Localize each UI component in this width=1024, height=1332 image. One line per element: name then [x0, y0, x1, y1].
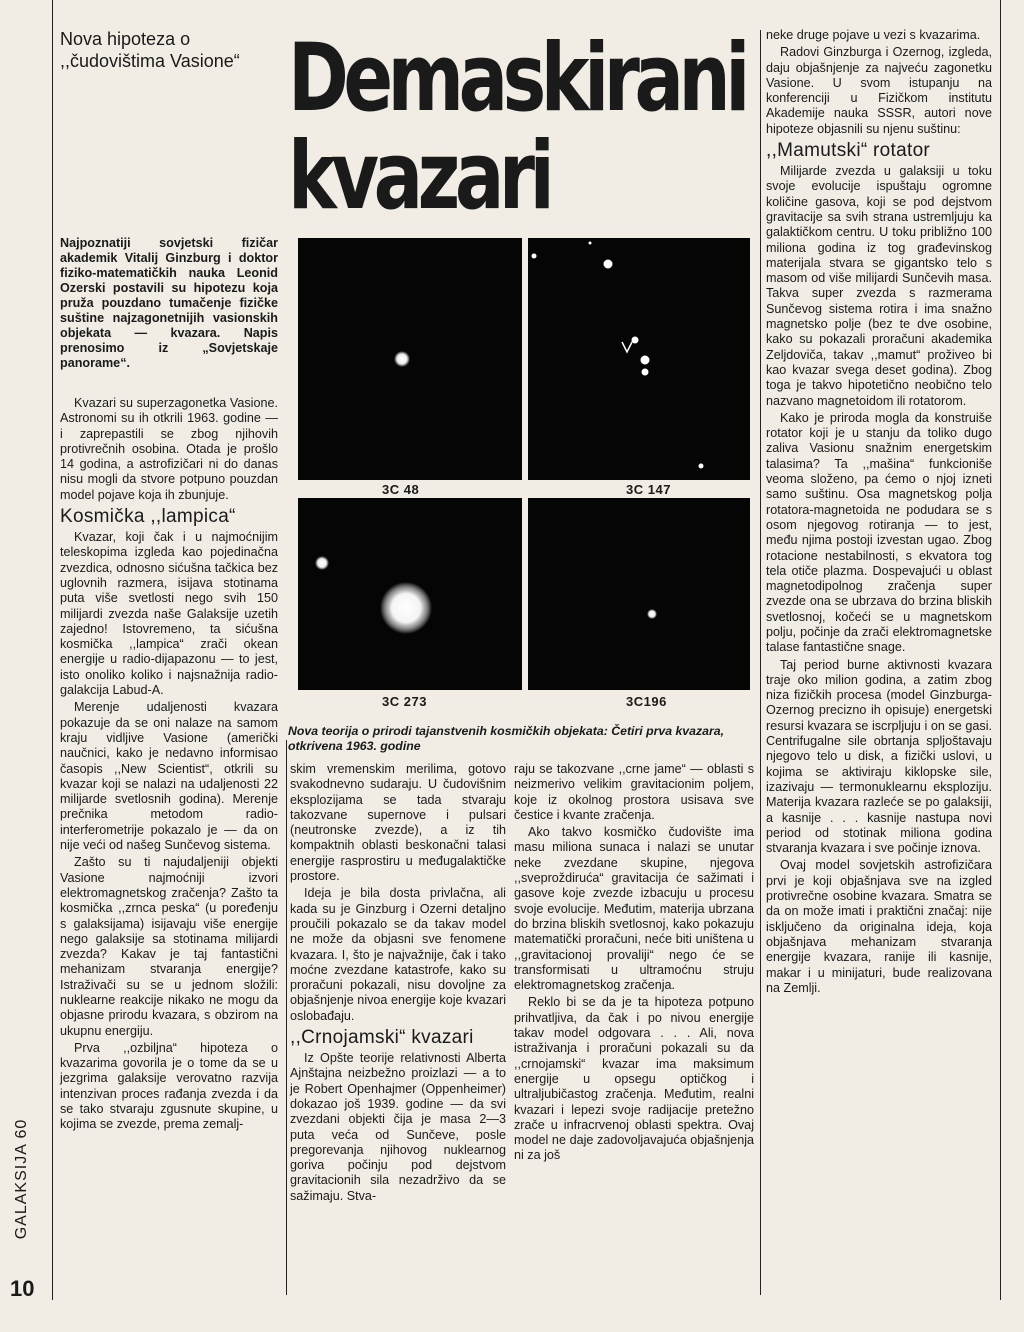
photo-3c273	[298, 498, 522, 690]
headline-line-2: kvazari	[288, 122, 550, 231]
photo-caption: Nova teorija o prirodi tajanstvenih kosmičkih objekata: Četiri prva kvazara, otkrivena 1963. godine	[288, 724, 725, 753]
photo-3c48	[298, 238, 522, 480]
lead-paragraph: Najpoznatiji sovjetski fizičar akademik Vitalij Ginzburg i doktor fiziko-matematičkih nauka Leonid Ozerski postavili su hipotezu koja pruža pouzdano tumačenje fizičke suštine najzagonetnijih vasionskih objekata — kvazara. Napis prenosimo iz „Sovjetskaje panorame“.	[60, 236, 278, 370]
body-paragraph: Radovi Ginzburga i Ozernog, izgleda, daju objašnjenje za najveću zagonetku Vasione. U svom istupanju na konferenciji u Fizičkom institutu Akademije nauka SSSR, autori nove hipoteze objasnili su njenu suštinu:	[766, 45, 992, 136]
kicker-line-2: ,,čudovištima Vasione“	[60, 51, 240, 71]
quasar-3c273-star	[380, 582, 432, 634]
star	[699, 464, 704, 469]
body-paragraph: Kako je priroda mogla da konstruiše rotator koji je u stanju da toliko dugo zaliva Vasionu snažnim energetskim talasima? Ta ,,mašina“ funkcioniše veoma složeno, pa ćemo o njoj izneti samo suštinu. Osa magnetskog polja rotatora-magnetoida ne podudara se s osom njegovog rotiranja — to jest, među njima postoji izvestan ugao. Zbog rotacione nestabilnosti, s ekvatora tog tela otiče plazma. Dospevajući u oblast magnetodipolnog zračenja super zvezde ona se ubrzava do brzina bliskih svetlosnoj, kočeći se u magnetskom polju, počinje da zrači elektromagnetske talase fantastične snage.	[766, 410, 992, 655]
section-heading: ,,Mamutski“ rotator	[766, 140, 931, 162]
body-paragraph: raju se takozvane ,,crne jame“ — oblasti s neizmerivo velikim gravitacionim poljem, koje iz okolnog prostora usisava sve čestice i kvante zračenja.	[514, 762, 754, 822]
body-paragraph: Prva ,,ozbiljna“ hipoteza o kvazarima govorila je o tome da se u jezgrima galaksije verovatno razvija intenzivan proces rađanja zvezda i da se tako stvaraju zgusnute skupine, u kojima se zvezde, prema zemalj-	[60, 1040, 278, 1132]
photo-3c196	[528, 498, 750, 690]
page-number: 10	[10, 1276, 35, 1301]
star	[589, 242, 592, 245]
kicker	[60, 28, 300, 72]
body-paragraph: Ako takvo kosmičko čudovište ima masu miliona sunaca i nalazi se unutar neke zvezdane skupine, njegova ,,sveproždiruća“ gravitacija će sažimati i gasove koje zvezde izbacuju u procesu svoje evolucije. Međutim, materija ubrzana do brzina bliskih svetlosnoj, kako pokazuju matematički proračuni, neće biti uništena u ,,gravitacionoj provaliji“ nego će se transformisati u ultramoćnu struju elektromagnetskog zračenja.	[514, 825, 754, 993]
body-paragraph: Kvazari su superzagonetka Vasione. Astronomi su ih otkrili 1963. godine — i zaprepastili se zbog njihovih protivrečnih osobina. Otada je prošlo 14 godina, a astrofizičari ni do danas nisu mogli da stvore potpuno pouzdan model pojave koja ih zbunjuje.	[60, 396, 278, 502]
star	[604, 260, 613, 269]
body-paragraph: neke druge pojave u vezi s kvazarima.	[766, 28, 981, 42]
star	[642, 369, 649, 376]
body-paragraph: Merenje udaljenosti kvazara pokazuje da se oni nalaze na samom kraju vidljive Vasione (američki naučnici, kako je nedavno informisao časopis ,,New Scientist“, otkrili su kvazar koji se nalazi na udaljenosti 22 milijarde svetlosnih godina). Merenje prečnika metodom radio-interferometrije pokazalo je — da on nije veći od našeg Sunčevog sistema.	[60, 700, 278, 853]
photo-3c273-label: 3C 273	[382, 694, 427, 709]
body-paragraph: Iz Opšte teorije relativnosti Alberta Ajnštajna neizbežno proizlazi — a to je Robert Openhajmer (Oppenheimer) dokazao još 1939. godine — da svi zvezdani objekti čija je masa 2—3 puta veća od Sunčeve, posle pregorevanja njihovog nuklearnog goriva počinju pod dejstvom gravitacionih sila nezadrživo da se sažimaju. Stva-	[290, 1051, 506, 1203]
photo-3c196-svg	[528, 498, 750, 690]
section-heading: ,,Crnojamski“ kvazari	[290, 1027, 474, 1049]
column-rule-3	[760, 30, 761, 1295]
star	[532, 254, 537, 259]
body-paragraph: Kvazar, koji čak i u najmoćnijim teleskopima izgleda kao pojedinačna zvezdica, odnosno sićušna tačkica bez uglovnih razmera, isijava stotinama puta više svetlosti nego svih 150 milijardi zvezda naše Galaksije uzetih zajedno! Istovremeno, ta sićušna kosmička ,,lampica“ zrači okean energije u radio-dijapazonu — to jest, isto onoliko koliko i najsnažnija radio-galakcija Labud-A.	[60, 530, 278, 698]
photo-3c147-label: 3C 147	[626, 482, 671, 497]
photo-3c147-svg	[528, 238, 750, 480]
quasar-3c48-star	[394, 351, 410, 367]
photo-3c48-svg	[298, 238, 522, 480]
kicker-line-1: Nova hipoteza o	[60, 29, 191, 49]
photo-3c48-label: 3C 48	[382, 482, 420, 497]
body-paragraph: Reklo bi se da je ta hipoteza potpuno prihvatljiva, da čak i po nivou energije takav model odgovara . . . Ali, nova istraživanja i proračuni pokazali su da ,,crnojamski“ kvazar ima maksimum energije u opsegu optičkog i ultraljubičastog zračenja. Međutim, realni kvazari i lepezi svoje radijacije pretežno zrače u infracrvenoj oblasti spektra. Ovaj model ne daje zadovoljavajuća objašnjenja ni za još	[514, 995, 754, 1163]
text-column-1	[60, 396, 278, 1135]
quasar-3c147-star	[641, 356, 650, 365]
photo-3c273-svg	[298, 498, 522, 690]
column-rule-1	[286, 740, 287, 1295]
section-heading: Kosmička ,,lampica“	[60, 506, 236, 528]
headline-line-1: Demaskirani	[288, 24, 745, 133]
body-paragraph: Ovaj model sovjetskih astrofizičara prvi je koji objašnjava sve na izgled protivrečne osobine kvazara. Smatra se da on može imati i praktični značaj: nije isključeno da originalna ideja, koja objašnjava mehanizam stvaranja energije kvazara, ranije ili kasnije, makar i u minijaturi, bude realizovana na Zemlji.	[766, 858, 992, 995]
photo-3c196-label: 3C196	[626, 694, 667, 709]
body-paragraph: Ideja je bila dosta privlačna, ali kada su je Ginzburg i Ozerni detaljno proučili pokazalo se da takav model ne može da objasni sve fenomene kvazara. I, što je najvažnije, čak i tako moćne zvezdane katastrofe, kako su proračuni pokazali, nisu dovoljne za objašnjenje nivoa energije koje kvazari oslobađaju.	[290, 886, 506, 1023]
text-column-4	[766, 28, 992, 998]
headline	[288, 24, 745, 231]
body-paragraph: skim vremenskim merilima, gotovo svakodnevno sudaraju. U čudovišnim eksplozijama se tada stvaraju takozvane supernove i pulsari (neutronske zvezde), a iz tih kompaktnih oblasti beskonačni talasi energije rasprostiru u međugalaktičke prostore.	[290, 762, 506, 884]
text-column-2	[290, 762, 506, 1206]
left-margin-rule	[52, 0, 53, 1300]
body-paragraph: Milijarde zvezda u galaksiji u toku svoje evolucije ispuštaju ogromne količine gasova, koji se pod dejstvom gravitacije sa svih strana ustremljuju ka galaktičkom centru. U toku približno 100 miliona godina iz tog građevinskog materijala stvara se gigantsko telo s masom od više milijardi Sunčevih masa. Takva super zvezda s razmerama Sunčevog sistema rotira i ima snažno magnetsko polje (bez te dve osobine, kako su pokazali proračuni akademika Zeljdoviča, takav ,,mamut“ proživeo bi kao kvazar svega deset godina). Zbog toga je takvo hipotetično neobično telo nazvano magnetoidom ili rotatorom.	[766, 164, 992, 408]
body-paragraph: Zašto su ti najudaljeniji objekti Vasione najmoćniji izvori elektromagnetskog zračenja? Zašto ta kosmička ,,zrnca peska“ (u poređenju s galaksijama) isijavaju više energije nego galaksije sa stotinama milijardi zvezda? Kakav je taj fantastični mehanizam stvaranja energije? Istraživači su se u jednom složili: nuklearne reakcije nikako ne mogu da objasne prirodu kvazara, s obzirom na ukupnu energiju.	[60, 855, 278, 1038]
photo-3c147	[528, 238, 750, 480]
text-column-3	[514, 762, 754, 1166]
star	[315, 556, 329, 570]
pointer-mark	[622, 342, 632, 352]
body-paragraph: Taj period burne aktivnosti kvazara traje oko milion godina, a zatim zbog niza fizičkih procesa (model Ginzburga-Ozernog precizno ih opisuje) energetski resursi kvazara se iscrpljuju i on se gasi. Centrifugalne sile obrtanja spljoštavaju njegovo telo u disk, a fizički uslovi, u kojima se aktiviraju kiklopske sile, izazivaju — termonuklearnu eksploziju. Materija kvazara razleće se po galaksiji, a kasnije . . . kasnije nastupa novi period od stotinak miliona godina stvaranja kvazara i sve počinje iznova.	[766, 657, 992, 856]
publication-name: GALAKSIJA 60	[13, 1118, 30, 1240]
right-margin-rule	[1000, 0, 1001, 1300]
quasar-3c196-star	[647, 609, 657, 619]
